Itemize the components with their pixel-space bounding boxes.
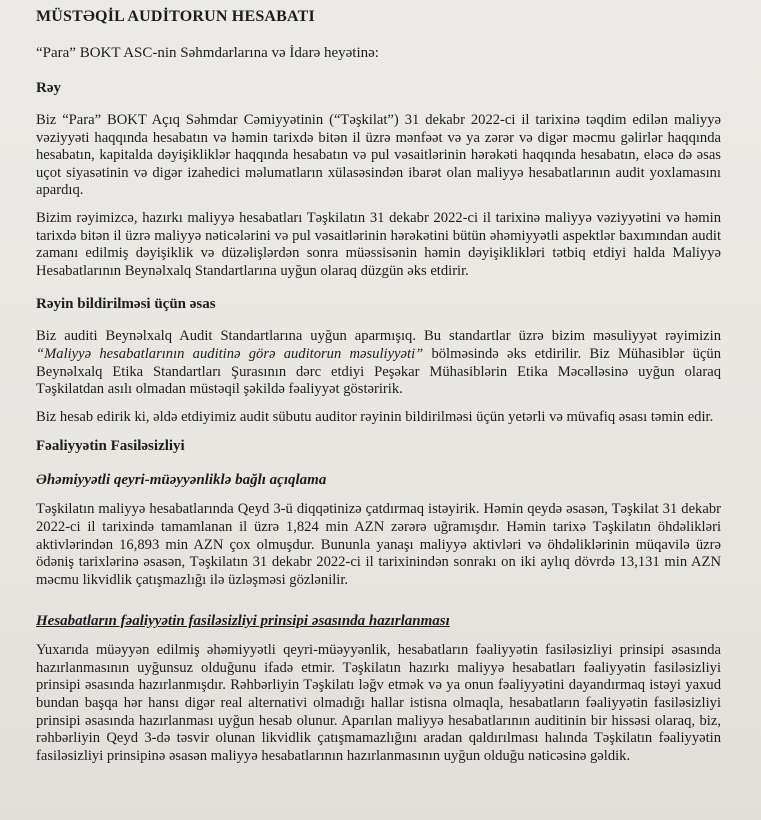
section-heading-opinion: Rəy — [36, 80, 61, 96]
basis-paragraph-2: Biz hesab edirik ki, əldə etdiyimiz audit sübutu auditor rəyinin bildirilməsi üçün yetərli və müvafiq əsası təmin edir. — [36, 408, 714, 425]
document-title: MÜSTƏQİL AUDİTORUN HESABATI — [36, 8, 315, 25]
opinion-paragraph-1: Biz “Para” BOKT Açıq Səhmdar Cəmiyyətinin (“Təşkilat”) 31 dekabr 2022-ci il tarixinə təqdim edilən maliyyə vəziyyəti haqqında hesabatın və həmin tarixdə bitən il üzrə mənfəət və ya zərər və digər məcmu gəlirlər haqqında hesabatın, kapitalda dəyişikliklər haqqında hesabatın və pul vəsaitlərinin hərəkəti haqqında hesabatın, eləcə də əsas uçot siyasətinin və digər izahedici məlumatların xülasəsindən ibarət olan maliyyə hesabatlarının audit yoxlamasını apardıq. — [36, 112, 721, 199]
basis-paragraph-1 — [36, 328, 721, 398]
subheading-going-concern-basis: Hesabatların fəaliyyətin fasiləsizliyi prinsipi əsasında hazırlanması — [36, 613, 450, 630]
basis-paragraph-1-start: Biz auditi Beynəlxalq Audit Standartlarına uyğun aparmışıq. Bu standartlar üzrə bizim məsuliyyət rəyimizin — [36, 328, 721, 345]
subheading-material-uncertainty: Əhəmiyyətli qeyri-müəyyənliklə bağlı açıqlama — [36, 472, 327, 489]
going-concern-basis-paragraph: Yuxarıda müəyyən edilmiş əhəmiyyətli qeyri-müəyyənlik, hesabatların fəaliyyətin fasiləsizliyi prinsipi əsasında hazırlanmasının uyğunsuz olduğunu ifadə etmir. Təşkilatın hazırkı maliyyə hesabatları fəaliyyətin fasiləsizliyi prinsipi əsasında hazırlanmışdır. Rəhbərliyin Təşkilatı ləğv etmək və ya onun fəaliyyətini dayandırmaq istəyi yaxud bundan başqa hər hansı digər real alternativi olmadığı hallar istisna olmaqla, hesabatların fəaliyyətin fasiləsizliyi prinsipi əsasında hazırlanması uyğun hesab olunur. Aparılan maliyyə hesabatlarının auditinin bir hissəsi olaraq, biz, rəhbərliyin Qeyd 3-də təsvir olunan likvidlik çatışmamazlığını aradan qaldırılması halında Təşkilatın fəaliyyətin fasiləsizliyi prinsipinə əsasən maliyyə hesabatlarının hazırlanmasının uyğun olduğu nəticəsinə gəldik. — [36, 642, 721, 764]
section-heading-going-concern: Fəaliyyətin Fasiləsizliyi — [36, 438, 185, 455]
going-concern-paragraph: Təşkilatın maliyyə hesabatlarında Qeyd 3-ü diqqətinizə çatdırmaq istəyirik. Həmin qeydə əsasən, Təşkilat 31 dekabr 2022-ci il tarixində tamamlanan il üzrə 1,824 min AZN zərərə uğramışdır. Həmin tarixə Təşkilatın öhdəlikləri aktivlərindən 16,893 min AZN çox olmuşdur. Bununla yanaşı maliyyə aktivləri və öhdəliklərinin müqavilə üzrə ödəniş tarixlərinə əsasən, Təşkilatın 31 dekabr 2022-ci il tarixinindən sonrakı on iki aylıq dövrdə 13,131 min AZN məcmu likvidlik çatışmazlığı ilə üzləşməsi gözlənilir. — [36, 501, 721, 588]
basis-paragraph-1-end: bölməsində əks etdirilir. Biz Mühasiblər üçün Beynəlxalq Etika Standartları Şurasının dərc etdiyi Peşəkar Mühasiblərin Etika Məcəlləsinə uyğun olaraq Təşkilatdan asılı olmadan müstəqil şəkildə fəaliyyət göstəririk. — [36, 345, 721, 398]
section-heading-basis-for-opinion: Rəyin bildirilməsi üçün əsas — [36, 296, 216, 313]
opinion-paragraph-2: Bizim rəyimizcə, hazırkı maliyyə hesabatları Təşkilatın 31 dekabr 2022-ci il tarixinə maliyyə vəziyyətini və həmin tarixdə bitən il üzrə maliyyə nəticələrini və pul vəsaitlərinin hərəkətini bütün əhəmiyyətli aspektlər baxımından audit zamanı edilmiş dəyişiklik və düzəlişlərdən sonra müəssisənin həmin dəyişiklikləri tətbiq etdiyi halda Maliyyə Hesabatlarının Beynəlxalq Standartlarına uyğun olaraq düzgün əks etdirir. — [36, 209, 721, 279]
basis-paragraph-1-italic: “Maliyyə hesabatlarının auditinə görə auditorun məsuliyyəti” — [36, 345, 424, 362]
addressee-line: “Para” BOKT ASC-nin Səhmdarlarına və İdarə heyətinə: — [36, 45, 379, 61]
